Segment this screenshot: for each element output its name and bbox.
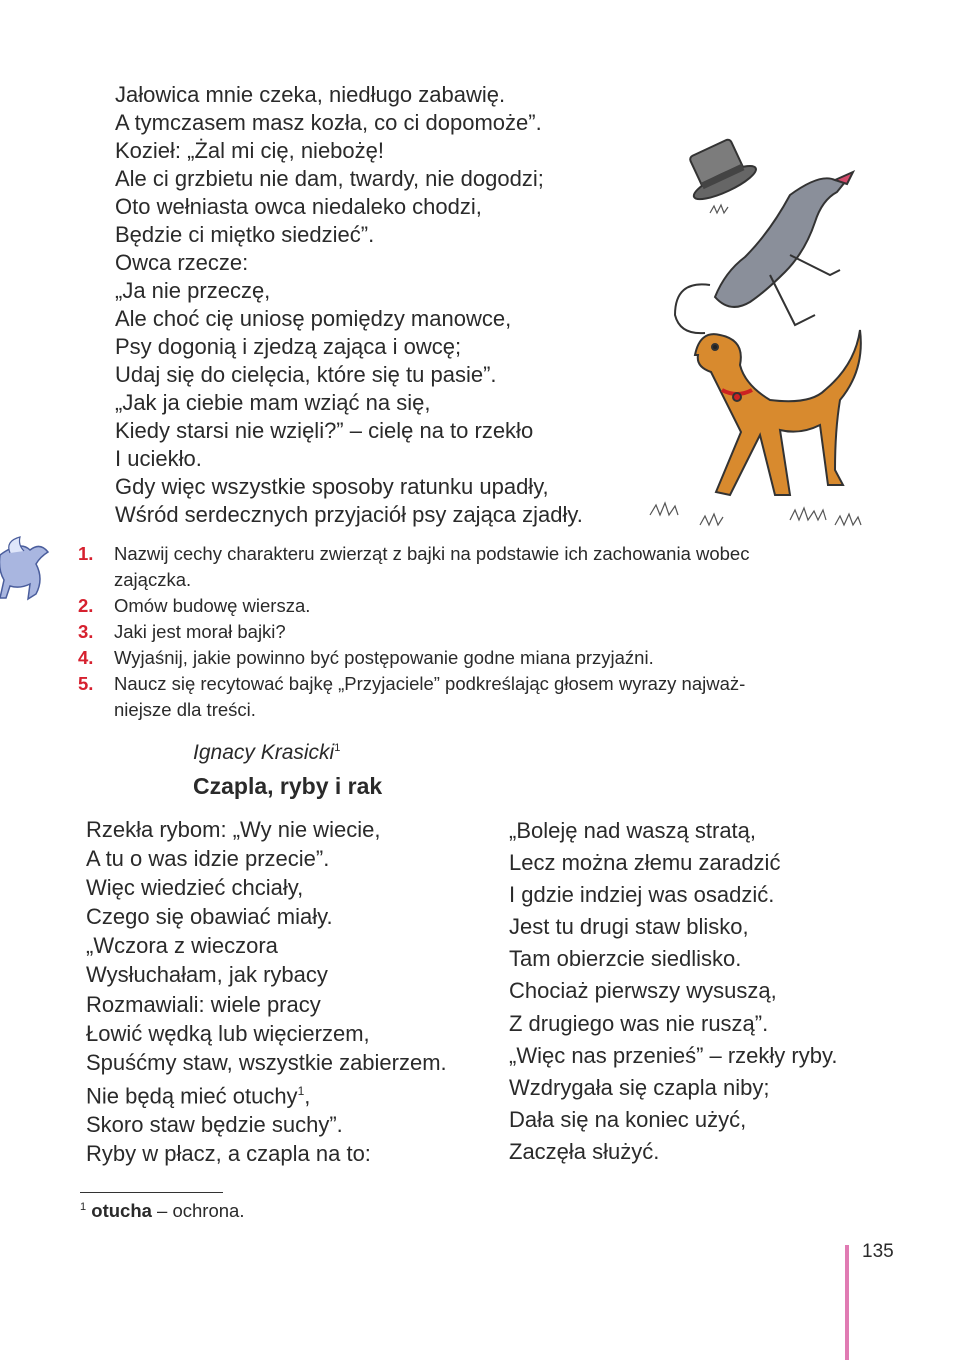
exercise-item — [78, 645, 878, 671]
poem-line: Skoro staw będzie suchy”. — [86, 1112, 343, 1138]
exercise-number: 5. — [78, 673, 94, 694]
poem-line: A tymczasem masz kozła, co ci dopomoże”. — [115, 110, 542, 135]
footnote — [80, 1200, 244, 1222]
exercise-item — [78, 619, 878, 645]
poem-line: Czego się obawiać miały. — [86, 904, 333, 930]
poem-line: Chociaż pierwszy wysuszą, — [509, 978, 777, 1004]
orange-dog-icon — [695, 330, 861, 495]
top-hat-icon — [678, 135, 759, 205]
poem-line: Zaczęła służyć. — [509, 1138, 660, 1164]
poem-line: Rozmawiali: wiele pracy — [86, 991, 321, 1017]
exercise-text-continued: niejsze dla treści. — [114, 699, 256, 720]
poem-line: Gdy więc wszystkie sposoby ratunku upadły, — [115, 474, 549, 499]
exercise-text: Omów budowę wiersza. — [114, 595, 311, 616]
poem-author — [193, 741, 340, 765]
poem-continuation — [115, 81, 583, 529]
poem-line: Z drugiego was nie ruszą”. — [509, 1010, 769, 1036]
poem-line: Dała się na koniec użyć, — [509, 1106, 747, 1132]
poem-line: „Boleję nad waszą stratą, — [509, 818, 757, 843]
poem-line: A tu o was idzie przecie”. — [86, 846, 330, 872]
poem-line: Spuśćmy staw, wszystkie zabierzem. — [86, 1049, 447, 1075]
footnote-number: 1 — [80, 1200, 87, 1213]
poem-line: Psy dogonią i zjedzą zająca i owcę; — [115, 334, 462, 359]
poem-line: Owca rzecze: — [115, 250, 249, 275]
poem-line: Będzie ci miętko siedzieć”. — [115, 222, 375, 247]
poem-line: Udaj się do cielęcia, które się tu pasie”. — [115, 362, 497, 387]
footnote-ref: 1 — [297, 1083, 305, 1098]
poem-line: Jest tu drugi staw blisko, — [509, 914, 749, 940]
pegasus-icon — [0, 535, 52, 605]
exercise-item — [78, 593, 878, 619]
poem-line: Rzekła rybom: „Wy nie wiecie, — [86, 817, 381, 842]
poem-line: Jałowica mnie czeka, niedługo zabawię. — [115, 82, 506, 107]
poem-line: „Wczora z wieczora — [86, 933, 278, 959]
poem-line: Wśród serdecznych przyjaciół psy zająca zjadły. — [115, 502, 583, 527]
exercise-item — [78, 671, 878, 723]
dogs-illustration — [640, 135, 880, 535]
exercise-number: 4. — [78, 647, 94, 668]
poem-line: Wysłuchałam, jak rybacy — [86, 962, 328, 988]
poem-title: Czapla, ryby i rak — [193, 773, 383, 799]
exercise-number: 1. — [78, 543, 94, 564]
poem-line: Ale choć cię uniosę pomiędzy manowce, — [115, 306, 512, 331]
exercise-list — [78, 541, 878, 723]
poem-column-right — [509, 815, 837, 1168]
poem-line-text: Nie będą mieć otuchy — [86, 1083, 298, 1109]
poem-line: Kozieł: „Żal mi cię, niebożę! — [115, 138, 384, 163]
page-number: 135 — [862, 1241, 894, 1262]
poem-line: „Jak ja ciebie mam wziąć na się, — [115, 390, 431, 415]
poem-line: Ryby w płacz, a czapla na to: — [86, 1141, 371, 1167]
footnote-definition: – ochrona. — [151, 1200, 245, 1221]
footnote-term: otucha — [91, 1200, 152, 1221]
poem-line: „Więc nas przenieś” – rzekły ryby. — [509, 1042, 838, 1068]
poem-line: Więc wiedzieć chciały, — [86, 875, 304, 901]
poem-line: „Ja nie przeczę, — [115, 278, 271, 303]
poem-line: Łowić wędką lub więcierzem, — [86, 1020, 370, 1046]
author-footnote-ref: 1 — [334, 742, 341, 754]
poem-line: Tam obierzcie siedlisko. — [509, 946, 742, 972]
poem-line: Kiedy starsi nie wzięli?” – cielę na to rzekło — [115, 418, 534, 443]
poem-line: Wzdrygała się czapla niby; — [509, 1074, 770, 1100]
exercise-number: 3. — [78, 621, 94, 642]
poem-line-punctuation: , — [304, 1083, 311, 1109]
poem-line — [86, 1077, 447, 1110]
exercise-text-continued: zajączka. — [114, 569, 192, 590]
poem-line: Ale ci grzbietu nie dam, twardy, nie dogodzi; — [115, 166, 544, 191]
exercise-text: Nazwij cechy charakteru zwierząt z bajki na podstawie ich zachowania wobec — [114, 543, 750, 564]
exercise-text: Naucz się recytować bajkę „Przyjaciele” podkreślając głosem wyrazy najważ- — [114, 673, 746, 694]
author-name: Ignacy Krasicki — [193, 741, 335, 764]
footnote-divider — [80, 1192, 223, 1193]
exercise-item — [78, 541, 878, 593]
page-margin-bar — [845, 1245, 849, 1360]
poem-column-left — [86, 815, 447, 1168]
exercise-text: Jaki jest morał bajki? — [114, 621, 286, 642]
exercise-text: Wyjaśnij, jakie powinno być postępowanie godne miana przyjaźni. — [114, 647, 654, 668]
poem-line: I gdzie indziej was osadzić. — [509, 882, 775, 908]
poem-line: Oto wełniasta owca niedaleko chodzi, — [115, 194, 482, 219]
poem-line: I uciekło. — [115, 446, 202, 471]
poem-line: Lecz można złemu zaradzić — [509, 850, 781, 876]
exercise-number: 2. — [78, 595, 94, 616]
